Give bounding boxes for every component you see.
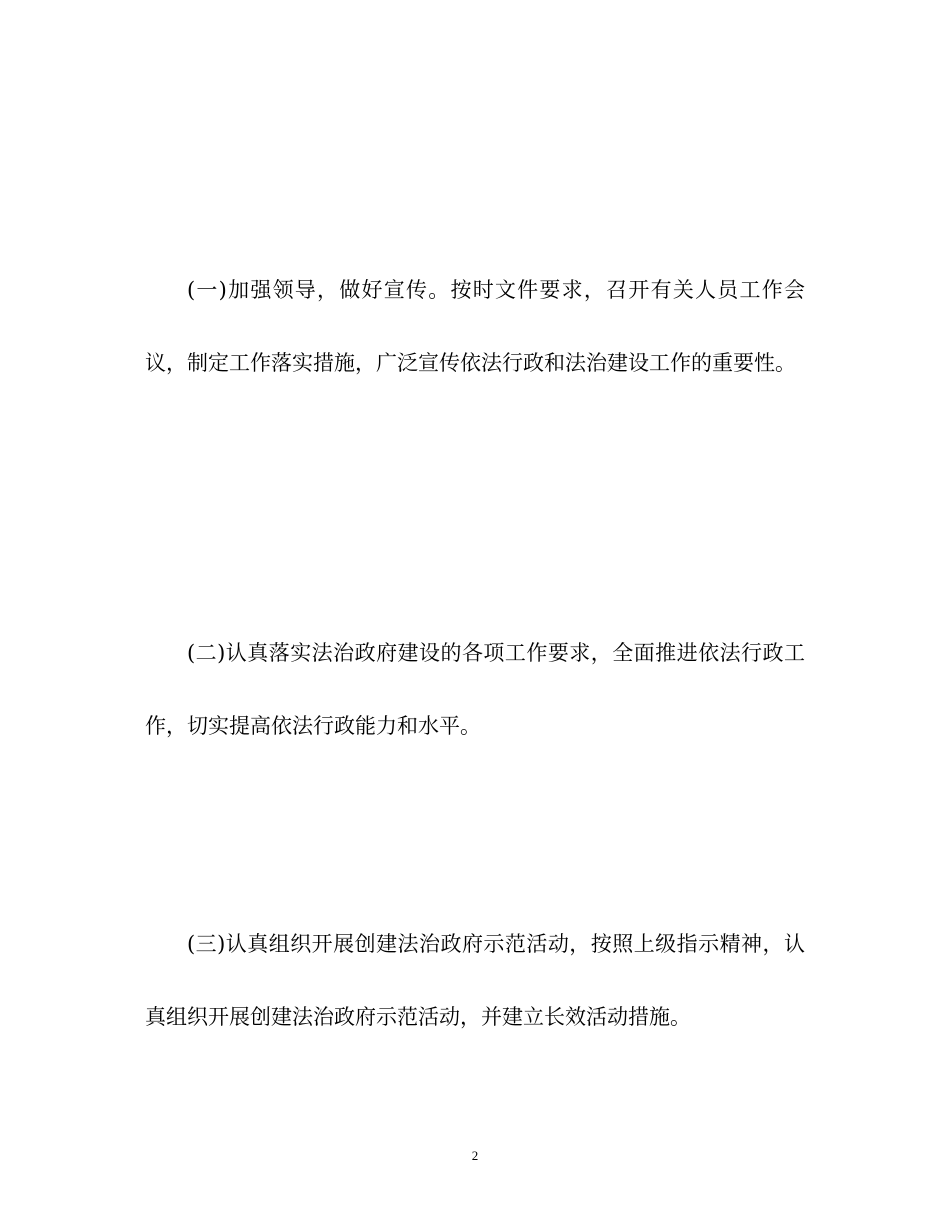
paragraph-3: (三)认真组织开展创建法治政府示范活动，按照上级指示精神，认真组织开展创建法治政府示范活动，并建立长效活动措施。 [145,932,805,1029]
paragraph-2: (二)认真落实法治政府建设的各项工作要求，全面推进依法行政工作，切实提高依法行政能力和水平。 [145,641,805,738]
paragraph-1: (一)加强领导，做好宣传。按时文件要求，召开有关人员工作会议，制定工作落实措施，广泛宣传依法行政和法治建设工作的重要性。 [145,278,805,375]
page-number: 2 [471,1148,479,1163]
